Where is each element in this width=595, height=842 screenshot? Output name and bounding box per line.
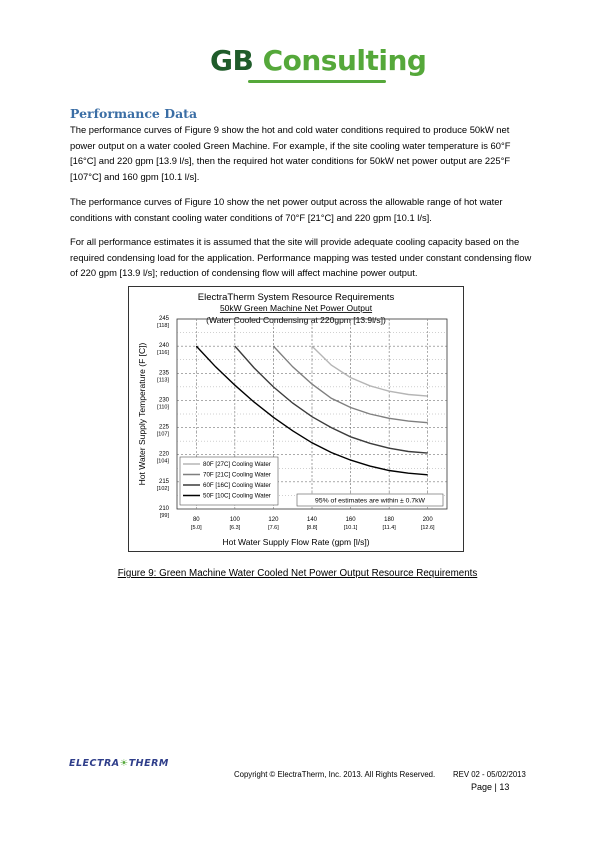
section-title: Performance Data [70,106,198,121]
x-tick-label: 80 [192,517,200,523]
legend-entry-4: 50F [10C] Cooling Water [203,492,271,500]
copyright-text: Copyright © ElectraTherm, Inc. 2013. All Rights Reserved. [234,770,436,779]
x-tick-sublabel: [12.6] [420,525,435,531]
y-tick-sublabel: [102] [156,485,169,492]
chart-title: ElectraTherm System Resource Requirements [197,292,395,303]
series-line-3 [235,346,428,453]
x-tick-sublabel: [7.6] [268,525,279,531]
company-logo [210,44,426,77]
x-tick-sublabel: [10.1] [343,525,358,531]
y-tick-label: 240 [158,343,169,350]
y-tick-label: 225 [158,424,169,431]
y-tick-sublabel: [116] [157,350,169,357]
y-tick-label: 220 [158,451,169,458]
paragraph-figure10-description: The performance curves of Figure 10 show the net power output across the allowable range of hot water conditions with constant cooling water conditions of 70°F [21°C] and 220 gpm [10.1 l/s]. [70,196,503,223]
electratherm-logo [69,758,169,769]
x-tick-sublabel: [11.4] [382,525,396,531]
y-tick-label: 245 [158,316,169,322]
y-tick-sublabel: [104] [156,458,169,465]
paragraph-figure9-description: The performance curves of Figure 9 show the hot and cold water conditions required to produce 50kW net power output on a water cooled Green Machine. For example, if the site cooling water temperature is 60°F [16°C] and 220 gpm [13.9 l/s], then the required hot water conditions for 50kW net power output are 225°F [107°C] and 160 gpm [10.1 l/s]. [70,124,511,182]
y-tick-sublabel: [113] [157,377,169,384]
x-tick-label: 180 [384,517,395,523]
y-tick-sublabel: [99] [159,513,169,519]
y-tick-sublabel: [110] [157,404,169,411]
legend-entry-3: 60F [16C] Cooling Water [203,482,271,489]
y-tick-label: 215 [158,478,169,485]
y-axis-label: Hot Water Supply Temperature (F [C]) [137,342,147,486]
x-tick-sublabel: [5.0] [190,525,202,531]
logo-consulting: Consulting [262,44,427,77]
x-tick-label: 200 [422,517,433,523]
page-number: Page | 13 [471,782,510,792]
y-tick-sublabel: [107] [156,431,169,438]
x-tick-sublabel: [6.3] [229,525,241,531]
y-tick-label: 210 [158,506,169,512]
y-tick-label: 230 [158,397,169,404]
legend-entry-2: 70F [21C] Cooling Water [203,471,271,479]
estimate-annotation: 95% of estimates are within ± 0.7kW [315,497,425,505]
y-tick-sublabel: [118] [157,323,169,329]
x-axis-label: Hot Water Supply Flow Rate (gpm [l/s]) [222,537,370,547]
revision-text: REV 02 - 05/02/2013 [453,770,526,779]
series-line-1 [312,346,428,396]
legend-entry-1: 80F [27C] Cooling Water [203,461,271,468]
chart-subtitle: 50kW Green Machine Net Power Output [219,303,373,313]
x-tick-sublabel: [8.8] [306,525,318,531]
figure-caption: Figure 9: Green Machine Water Cooled Net Power Output Resource Requirements [117,568,478,579]
chart-svg [129,287,463,551]
chart-subtitle-2: (Water Cooled Condensing at 220gpm [13.9l/s]) [206,315,386,325]
x-tick-label: 100 [229,517,240,523]
y-tick-label: 235 [158,370,169,377]
performance-chart [128,286,464,552]
logo-electra: ELECTRA [69,758,120,769]
x-tick-label: 160 [345,517,356,523]
x-tick-label: 140 [306,517,318,523]
logo-therm: THERM [128,758,169,769]
paragraph-assumptions: For all performance estimates it is assumed that the site will provide adequate cooling capacity based on the required condensing load for the application. Performance mapping was tested under constant condensing flow of 220 gpm [13.9 l/s]; reduction of condensing flow will affect machine power output. [70,236,532,278]
logo-gb: GB [210,44,254,77]
x-tick-label: 120 [268,517,279,523]
sun-icon: ☀ [119,758,129,769]
logo-underline [248,80,386,83]
